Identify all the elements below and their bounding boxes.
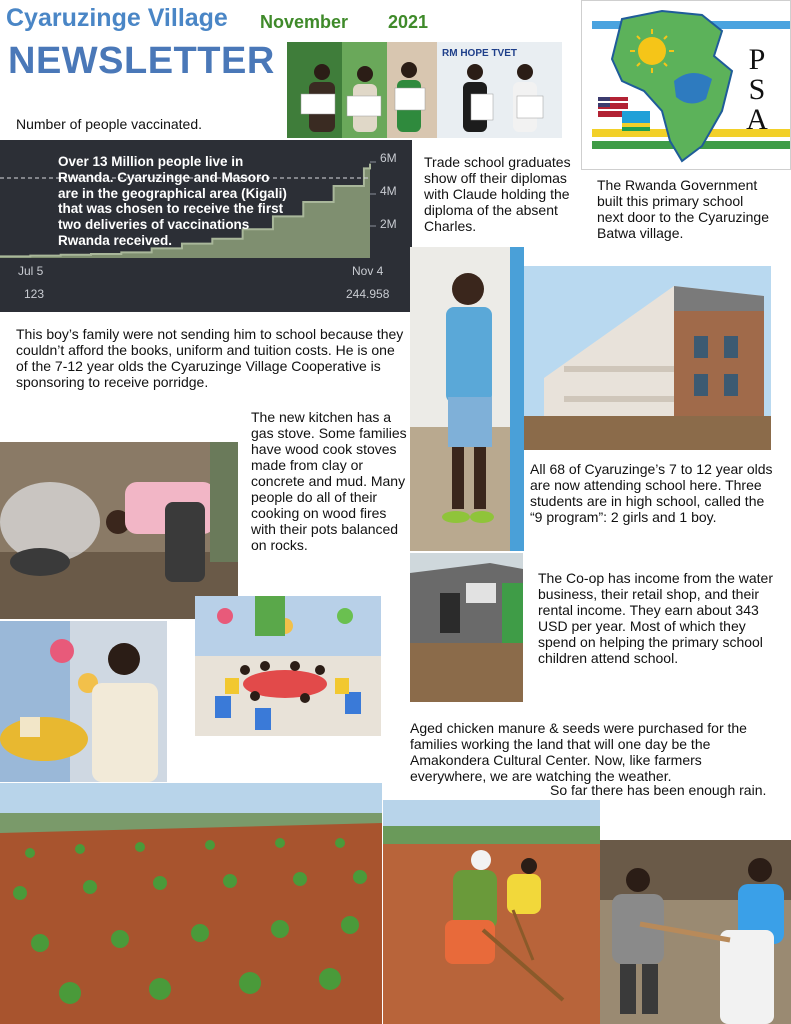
- end-value-label: 244.958: [346, 287, 390, 301]
- attending-caption: All 68 of Cyaruzinge’s 7 to 12 year olds are now attending school here. Three students are in high school, called the “9 program”: 2 girls and 1 boy.: [530, 461, 773, 525]
- boy-caption: This boy’s family were not sending him to school because they couldn’t afford the books, uniform and tuition costs. He is one of the 7-12 year olds the Cyaruzinge Village Cooperative is sponsoring to receive porridge.: [16, 326, 404, 390]
- boy-photo: [410, 247, 524, 551]
- psa-logo: [581, 0, 791, 170]
- start-value-label: 123: [24, 287, 45, 301]
- newsletter-year: 2021: [388, 12, 429, 32]
- vaccinated-caption: Number of people vaccinated.: [16, 116, 202, 132]
- y-tick-2m: 2M: [380, 217, 397, 231]
- classroom-photo: [195, 596, 381, 736]
- rain-caption: So far there has been enough rain.: [550, 782, 767, 798]
- graduates-caption: Trade school graduates show off their diplomas with Claude holding the diploma of the absent Charles.: [424, 154, 571, 234]
- graduates-banner-text: RM HOPE TVET: [442, 48, 518, 59]
- coop-building-photo: [410, 553, 523, 702]
- x-tick-end: Nov 4: [352, 264, 384, 278]
- newsletter-month: November: [260, 12, 349, 32]
- coop-income-caption: The Co-op has income from the water business, their retail shop, and their rental income. They earn about 343 USD per year. Most of which they spend on helping the primary school children attend school.: [538, 570, 773, 666]
- y-tick-6m: 6M: [380, 151, 397, 165]
- logo-letter-p: P: [748, 43, 766, 76]
- logo-letter-a: A: [746, 103, 768, 136]
- logo-letter-s: S: [748, 73, 766, 106]
- newsletter-title-line2: NEWSLETTER: [8, 40, 275, 82]
- hoeing-photo: [383, 800, 600, 1024]
- kitchen-photo: [0, 621, 167, 782]
- x-tick-start: Jul 5: [18, 264, 44, 278]
- field-photo: [0, 783, 382, 1024]
- newsletter-title-line1: Cyaruzinge Village: [6, 4, 228, 32]
- africa-shape: [612, 11, 732, 161]
- vaccination-chart: [0, 140, 412, 312]
- school-building-photo: [524, 266, 771, 450]
- chart-overlay-text: Over 13 Million people live in Rwanda. Cyaruzinge and Masoro are in the geographical area (Kigali) that was chosen to receive the first two deliveries of vaccinations Rwanda received.: [58, 154, 287, 248]
- graduates-photo: [287, 42, 562, 138]
- manure-caption: Aged chicken manure & seeds were purchased for the families working the land that will one day be the Amakondera Cultural Center. Now, like farmers everywhere, we are watching the weather.: [410, 720, 747, 784]
- kitchen-caption: The new kitchen has a gas stove. Some families have wood cook stoves made from clay or concrete and mud. Many people do all of their cooking on wood fires with their pots balanced on rocks.: [251, 409, 407, 553]
- manure-bagging-photo: [600, 840, 791, 1024]
- cooking-fire-photo: [0, 442, 238, 619]
- sun-icon: [638, 37, 666, 65]
- y-tick-4m: 4M: [380, 184, 397, 198]
- government-school-caption: The Rwanda Government built this primary school next door to the Cyaruzinge Batwa village.: [597, 177, 769, 241]
